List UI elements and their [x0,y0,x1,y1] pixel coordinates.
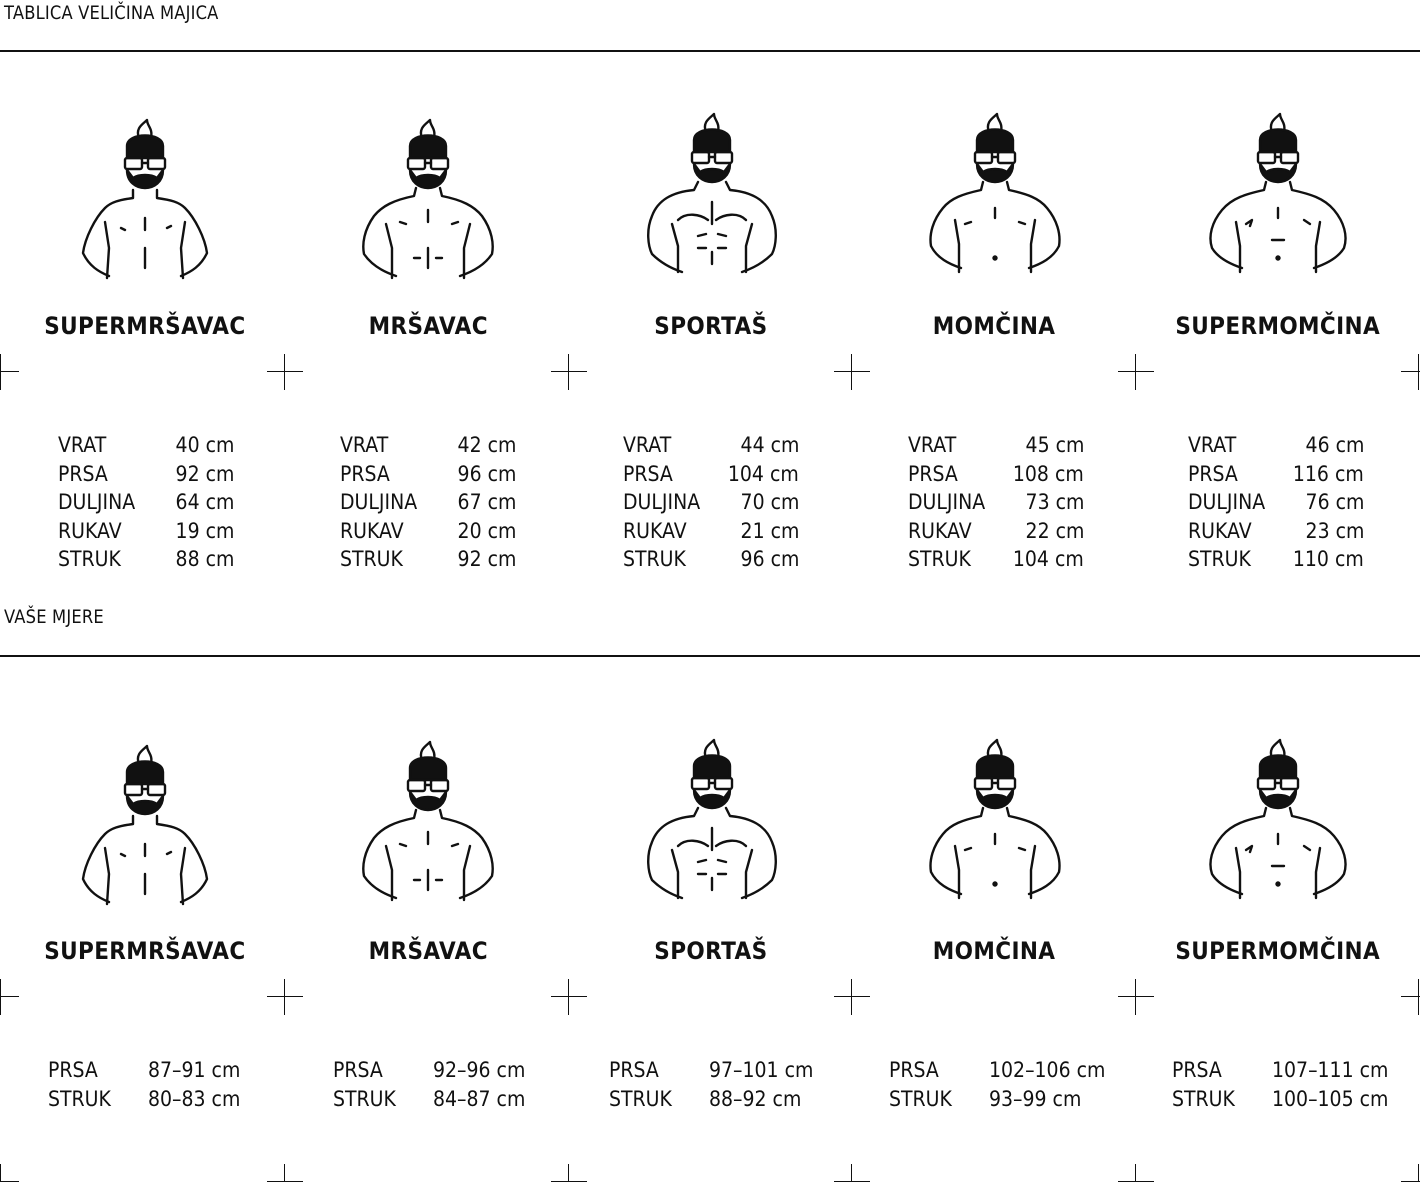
type-name: MOMČINA [932,937,1056,965]
measurement-row: PRSA 107–111 cm [1172,1058,1389,1082]
crop-mark [834,354,870,390]
bottom-section-title: VAŠE MJERE [4,606,104,628]
crop-mark [267,979,303,1015]
crop-mark [267,354,303,390]
body-figure-icon [1208,738,1348,908]
crop-mark [551,1164,587,1184]
measurement-row: DULJINA 73 cm [908,490,1084,514]
measurement-row: DULJINA 76 cm [1188,490,1364,514]
body-figure-icon [925,112,1065,282]
measurement-row: PRSA 102–106 cm [889,1058,1106,1082]
body-figure-icon [642,738,782,908]
body-figure-icon [358,118,498,288]
measurement-row: STRUK 80–83 cm [48,1086,241,1111]
crop-mark [267,1164,303,1184]
body-figure-icon [75,744,215,914]
measurement-row: STRUK 110 cm [1188,547,1364,571]
measurement-row: STRUK 104 cm [908,547,1084,571]
measurement-table [1188,433,1364,576]
type-name: SUPERMOMČINA [1175,937,1381,965]
bottom-section-rule [0,655,1420,657]
type-name: SUPERMOMČINA [1175,312,1381,340]
measurement-table [1172,1058,1392,1115]
measurement-row: PRSA 92–96 cm [333,1058,526,1082]
body-figure-icon [925,738,1065,908]
measurement-row: VRAT 46 cm [1188,433,1364,457]
measurement-table [58,433,234,576]
top-section-rule [0,50,1420,52]
crop-mark [0,354,19,390]
crop-mark [834,1164,870,1184]
measurement-table [609,1058,819,1115]
measurement-row: STRUK 100–105 cm [1172,1086,1389,1111]
type-name: SPORTAŠ [654,312,768,340]
measurement-row: PRSA 87–91 cm [48,1058,241,1082]
top-section-title: TABLICA VELIČINA MAJICA [4,2,219,24]
type-name: MOMČINA [932,312,1056,340]
measurement-table [889,1058,1109,1115]
type-name: SUPERMRŠAVAC [44,312,246,340]
type-name: MRŠAVAC [368,937,488,965]
measurement-table [623,433,799,576]
measurement-row: RUKAV 23 cm [1188,518,1364,543]
measurement-row: PRSA 97–101 cm [609,1058,814,1082]
measurement-table [908,433,1084,576]
body-figure-icon [75,118,215,288]
measurement-row: PRSA 96 cm [340,461,516,486]
measurement-row: STRUK 96 cm [623,547,799,571]
crop-mark [834,979,870,1015]
crop-mark [1401,1164,1420,1184]
crop-mark [0,979,19,1015]
type-name: MRŠAVAC [368,312,488,340]
measurement-row: RUKAV 19 cm [58,518,234,543]
measurement-row: VRAT 44 cm [623,433,799,457]
measurement-row: VRAT 45 cm [908,433,1084,457]
type-name: SPORTAŠ [654,937,768,965]
body-figure-icon [1208,112,1348,282]
measurement-row: RUKAV 21 cm [623,518,799,543]
measurement-row: STRUK 84–87 cm [333,1086,526,1111]
measurement-row: PRSA 116 cm [1188,461,1364,486]
measurement-row: PRSA 108 cm [908,461,1084,486]
measurement-row: PRSA 92 cm [58,461,234,486]
measurement-table [48,1058,248,1115]
crop-mark [1118,1164,1154,1184]
measurement-row: VRAT 42 cm [340,433,516,457]
measurement-row: VRAT 40 cm [58,433,234,457]
measurement-row: DULJINA 64 cm [58,490,234,514]
crop-mark [551,979,587,1015]
measurement-row: PRSA 104 cm [623,461,799,486]
type-name: SUPERMRŠAVAC [44,937,246,965]
measurement-table [333,1058,533,1115]
measurement-row: RUKAV 20 cm [340,518,516,543]
measurement-row: STRUK 92 cm [340,547,516,571]
measurement-row: STRUK 88–92 cm [609,1086,802,1111]
measurement-row: STRUK 93–99 cm [889,1086,1082,1111]
measurement-row: DULJINA 67 cm [340,490,516,514]
measurement-row: DULJINA 70 cm [623,490,799,514]
crop-mark [1401,354,1420,390]
measurement-row: STRUK 88 cm [58,547,234,571]
crop-mark [0,1164,19,1184]
measurement-row: RUKAV 22 cm [908,518,1084,543]
body-figure-icon [358,740,498,910]
crop-mark [1401,979,1420,1015]
body-figure-icon [642,112,782,282]
crop-mark [1118,979,1154,1015]
crop-mark [551,354,587,390]
measurement-table [340,433,516,576]
crop-mark [1118,354,1154,390]
